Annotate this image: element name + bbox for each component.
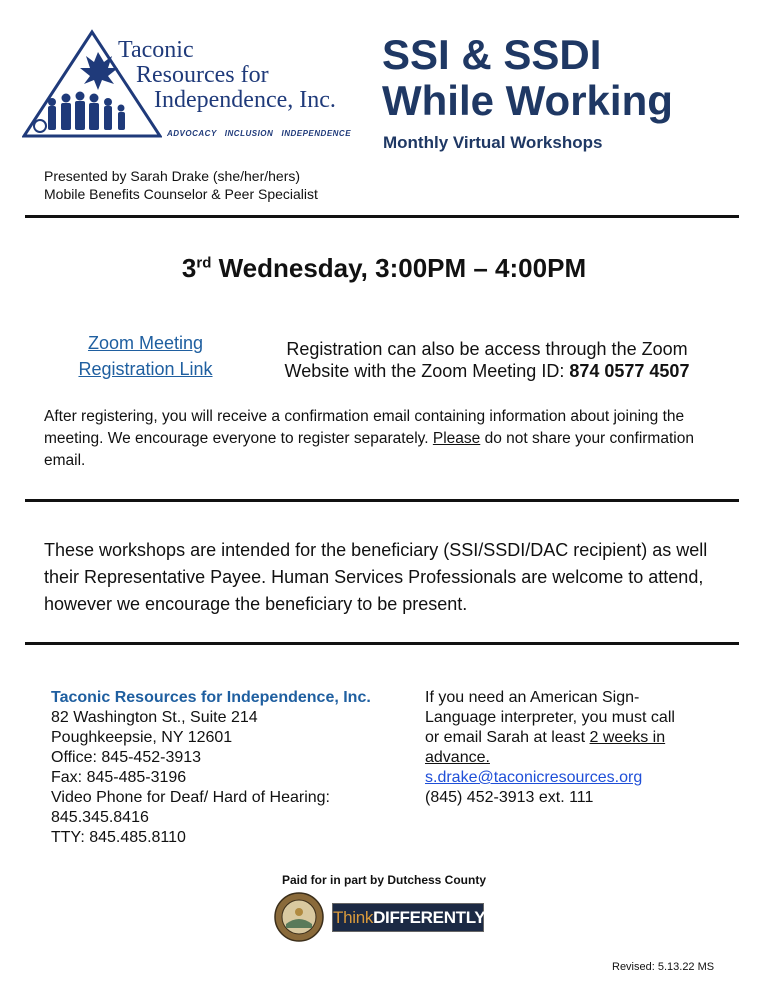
contact-fax: Fax: 845-485-3196: [51, 769, 187, 786]
contact-block: [51, 688, 371, 848]
think-a: Think: [333, 908, 374, 927]
instructions-part1: After registering, you will receive a confirmation email containing information about joining the meeting. We encourage everyone to register separately.: [44, 408, 685, 447]
zoom-link-line2[interactable]: Registration Link: [78, 359, 213, 379]
dutchess-county-seal-icon: [274, 892, 324, 942]
asl-line3a: or email Sarah at least: [425, 729, 590, 746]
asl-phone: (845) 452-3913 ext. 111: [425, 789, 594, 806]
instructions-please: Please: [432, 430, 481, 447]
contact-tty: TTY: 845.485.8110: [51, 829, 186, 846]
funding-note: Paid for in part by Dutchess County: [281, 873, 487, 887]
divider: [25, 499, 739, 502]
zoom-meeting-id: 874 0577 4507: [569, 361, 690, 381]
revision-note: Revised: 5.13.22 MS: [612, 961, 715, 973]
presenter-info: [44, 167, 318, 203]
registration-instructions: [44, 406, 724, 472]
email-link[interactable]: s.drake@taconicresources.org: [425, 769, 643, 786]
org-tagline: ADVOCACY INCLUSION INDEPENDENCE: [167, 129, 352, 138]
registration-note-line1: Registration can also be access through the Zoom: [286, 339, 688, 359]
schedule-time: Wednesday, 3:00PM – 4:00PM: [211, 253, 587, 283]
contact-office-phone: Office: 845-452-3913: [51, 749, 202, 766]
schedule-heading: [0, 253, 768, 284]
divider: [25, 642, 739, 645]
asl-line3b: 2 weeks in: [589, 729, 666, 746]
zoom-link-line1[interactable]: Zoom Meeting: [87, 333, 204, 353]
asl-interpreter-info: [425, 688, 725, 808]
registration-note: [252, 338, 722, 382]
instructions-part2: do not share your confirmation email.: [44, 430, 694, 469]
registration-note-line2: Website with the Zoom Meeting ID:: [284, 361, 570, 381]
contact-address1: 82 Washington St., Suite 214: [51, 709, 258, 726]
contact-videophone-number: 845.345.8416: [51, 809, 149, 826]
org-logo-text: [118, 38, 336, 113]
asl-line2: Language interpreter, you must call: [425, 709, 675, 726]
title-line2: While Working: [382, 77, 673, 124]
think-differently-logo: [332, 903, 488, 932]
asl-line1: If you need an American Sign-: [425, 689, 640, 706]
org-name-line2: Resources for: [136, 62, 269, 88]
intent-paragraph: These workshops are intended for the beneficiary (SSI/SSDI/DAC recipient) as well their Representative Payee. Human Services Professionals are welcome to attend, however we encourage the beneficiary to be present.: [44, 540, 708, 614]
presenter-line2: Mobile Benefits Counselor & Peer Specialist: [44, 186, 318, 202]
page-subtitle: Monthly Virtual Workshops: [383, 133, 603, 152]
contact-videophone-label: Video Phone for Deaf/ Hard of Hearing:: [51, 789, 330, 806]
org-name-line3: Independence, Inc.: [154, 87, 336, 113]
schedule-ordinal: 3: [181, 253, 197, 283]
title-line1: SSI & SSDI: [382, 31, 602, 78]
zoom-registration-link[interactable]: [58, 330, 233, 382]
org-name-line1: Taconic: [118, 37, 194, 63]
contact-address2: Poughkeepsie, NY 12601: [51, 729, 233, 746]
asl-line4: advance.: [425, 749, 490, 766]
page-title: [382, 32, 673, 124]
presenter-line1: Presented by Sarah Drake (she/her/hers): [44, 168, 301, 184]
divider: [25, 215, 739, 218]
contact-org-name: Taconic Resources for Independence, Inc.: [51, 689, 371, 706]
think-b: DIFFERENTLY.: [373, 908, 488, 927]
schedule-ordinal-suffix: rd: [196, 254, 212, 272]
